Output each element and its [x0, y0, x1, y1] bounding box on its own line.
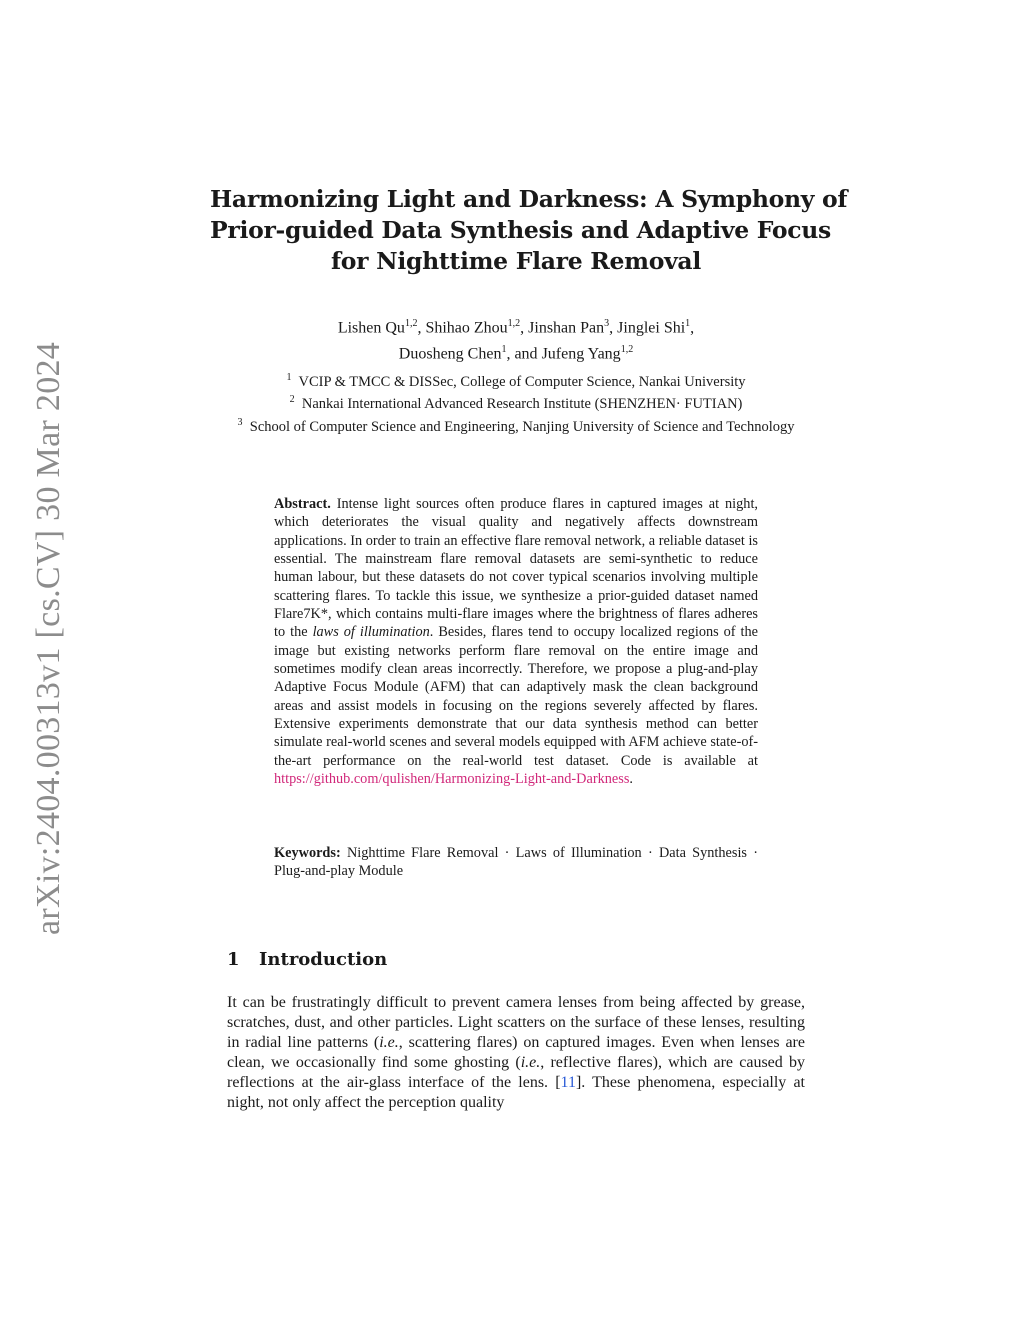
title-line: Prior-guided Data Synthesis and Adaptive Focus [210, 216, 831, 244]
keywords-text: Nighttime Flare Removal · Laws of Illumination · Data Synthesis · Plug-and-play Module [274, 845, 758, 880]
affiliation [220, 369, 812, 391]
author-name: Lishen Qu [337, 319, 405, 337]
affiliations [220, 369, 812, 436]
intro-emphasis: i.e. [379, 1034, 399, 1052]
affiliation [220, 391, 812, 413]
paper-title [210, 184, 848, 277]
section-heading [227, 949, 387, 970]
abstract-text: . Besides, flares tend to occupy localized regions of the image but existing networks perform flare removal on the entire image and sometimes modify clean areas incorrectly. Therefore, we propose a plug-and-play Adaptive Focus Module (AFM) that can adaptively mask the clean background areas and assist models in focusing on the regions severely affected by flares. Extensive experiments demonstrate that our data synthesis method can better simulate real-world scenes and several models equipped with AFM achieve state-of-the-art performance on the real-world test dataset. Code is available at [274, 624, 759, 769]
author-affil-mark: 1,2 [404, 318, 418, 329]
affiliation-text: Nankai International Advanced Research Institute (SHENZHEN· FUTIAN) [301, 396, 743, 413]
author-name: Duosheng Chen [398, 345, 502, 363]
author-name: Jufeng Yang [541, 345, 621, 363]
intro-text: , reflective flares), which are caused by reflections at the air-glass interface of the lens. [ [227, 1054, 806, 1092]
author-name: Shihao Zhou [425, 319, 508, 337]
keywords-label: Keywords: [274, 845, 341, 861]
affiliation [220, 414, 812, 436]
keywords [274, 844, 758, 881]
intro-text: , scattering flares) on captured images. Even when lenses are clean, we occasionally find some ghosting ( [227, 1034, 805, 1072]
abstract-end: . [629, 771, 633, 788]
affiliation-number: 1 [286, 372, 292, 383]
title-line: for Nighttime Flare Removal [331, 247, 701, 275]
author-affil-mark: 1,2 [507, 318, 521, 329]
author-affil-mark: 3 [604, 318, 610, 329]
affiliation-text: School of Computer Science and Engineering, Nanjing University of Science and Technology [249, 418, 795, 435]
intro-text: ]. These phenomena, especially at night, not only affect the perception quality [227, 1074, 805, 1112]
author-affil-mark: 1 [501, 344, 507, 356]
intro-paragraph [227, 993, 805, 1114]
arxiv-identifier: arXiv:2404.00313v1 [cs.CV] 30 Mar 2024 [30, 341, 67, 935]
affiliation-text: VCIP & TMCC & DISSec, College of Computer Science, Nankai University [298, 373, 746, 390]
author-conjunction: and [514, 345, 538, 363]
title-line: Harmonizing Light and Darkness: A Symphony of [210, 185, 848, 213]
code-link[interactable]: https://github.com/qulishen/Harmonizing-Light-and-Darkness [274, 771, 630, 788]
abstract-text: Intense light sources often produce flares in captured images at night, which deteriorates the visual quality and negatively affects downstream applications. In order to train an effective flare removal network, a reliable dataset is essential. The mainstream flare removal datasets are semi-synthetic to reduce human labour, but these datasets do not cover typical scenarios involving multiple scattering flares. To tackle this issue, we synthesize a prior-guided dataset named Flare7K*, which contains multi-flare images where the brightness of flares adheres to the [274, 496, 759, 641]
author-name: Jinglei Shi [617, 319, 686, 337]
author-name: Jinshan Pan [528, 319, 605, 337]
section-number: 1 [227, 949, 240, 970]
abstract [274, 495, 758, 789]
section-title: Introduction [259, 949, 388, 970]
author-list: Lishen Qu$^{1,2}$, Shihao Zhou$^{1,2}$, Jinshan Pan$^3$, Jinglei Shi$^1$, Duosheng Chen$^1$, and Jufeng Yang$^{1,2}$ [337, 318, 695, 363]
author-affil-mark: 1,2 [620, 344, 634, 356]
affiliation-number: 3 [237, 416, 243, 428]
intro-emphasis: i.e. [520, 1054, 541, 1072]
abstract-label: Abstract. [274, 496, 331, 512]
affiliation-number: 2 [289, 394, 295, 406]
citation-link[interactable]: 11 [560, 1074, 576, 1092]
intro-text: It can be frustratingly difficult to prevent camera lenses from being affected by grease, scratches, dust, and other particles. Light scatters on the surface of these lenses, resulting in radial line patterns ( [227, 994, 805, 1052]
author-affil-mark: 1 [685, 318, 691, 329]
abstract-emphasis: laws of illumination [312, 624, 430, 641]
